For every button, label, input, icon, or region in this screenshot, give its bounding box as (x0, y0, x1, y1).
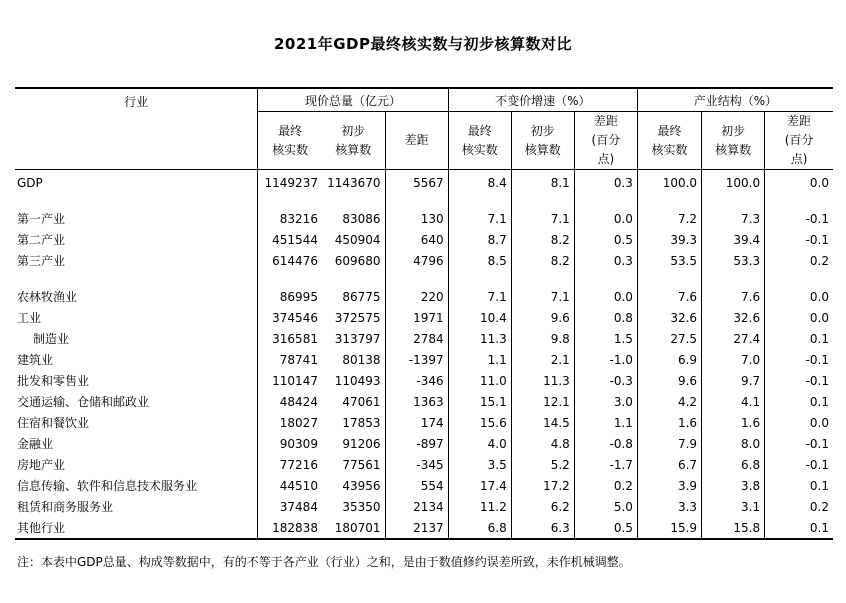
cell-final-growth: 1.1 (448, 349, 511, 370)
cell-final-total: 90309 (258, 433, 322, 454)
table-row (15, 412, 833, 433)
cell-final-growth: 10.4 (448, 307, 511, 328)
cell-final-total: 77216 (258, 454, 322, 475)
cell-final-structure: 32.6 (637, 307, 701, 328)
cell-final-structure: 6.9 (637, 349, 701, 370)
cell-prelim-growth: 7.1 (511, 208, 574, 229)
cell-diff-growth: 0.3 (574, 170, 637, 194)
cell-diff-growth: -0.8 (574, 433, 637, 454)
cell-prelim-structure: 3.8 (702, 475, 765, 496)
spacer-row (15, 271, 833, 286)
cell-prelim-total: 35350 (342, 499, 381, 514)
cell-diff-structure: 0.0 (765, 286, 833, 307)
page-title: 2021年GDP最终核实数与初步核算数对比 (273, 35, 572, 53)
cell-diff-total: 554 (385, 475, 448, 496)
cell-diff-total: -346 (385, 370, 448, 391)
cell-final-total: 78741 (258, 349, 322, 370)
nominal-total-header: 现价总量（亿元） (258, 88, 448, 112)
cell-diff-structure: -0.1 (765, 208, 833, 229)
cell-diff-structure: -0.1 (765, 370, 833, 391)
industry-header: 行业 (15, 88, 258, 170)
col-prelim-growth: 初步 核算数 (511, 112, 574, 170)
cell-diff-total: 130 (385, 208, 448, 229)
cell-diff-total: 2134 (385, 496, 448, 517)
cell-prelim-growth: 6.2 (511, 496, 574, 517)
cell-final-total: 83216 (258, 208, 322, 229)
industry-structure-header: 产业结构（%） (637, 88, 833, 112)
cell-final-growth: 8.4 (448, 170, 511, 194)
cell-diff-structure: 0.0 (765, 412, 833, 433)
cell-prelim-growth: 2.1 (511, 349, 574, 370)
col-diff-growth: 差距 (百分 点) (574, 112, 637, 170)
table-row (15, 349, 833, 370)
cell-diff-structure: 0.1 (765, 517, 833, 539)
cell-final-structure: 7.6 (637, 286, 701, 307)
cell-diff-total: 220 (385, 286, 448, 307)
cell-diff-total: 5567 (385, 170, 448, 194)
cell-diff-structure: -0.1 (765, 433, 833, 454)
cell-final-total: 44510 (258, 475, 322, 496)
cell-prelim-growth: 17.2 (511, 475, 574, 496)
row-label: 第二产业 (17, 233, 66, 247)
constant-price-growth-header: 不变价增速（%） (448, 88, 637, 112)
cell-prelim-total: 80138 (342, 352, 381, 367)
cell-diff-growth: -0.3 (574, 370, 637, 391)
cell-prelim-growth: 4.8 (511, 433, 574, 454)
cell-final-structure: 15.9 (637, 517, 701, 539)
cell-final-growth: 6.8 (448, 517, 511, 539)
cell-final-growth: 8.5 (448, 250, 511, 271)
cell-diff-structure: 0.1 (765, 475, 833, 496)
cell-final-structure: 7.9 (637, 433, 701, 454)
cell-diff-total: -345 (385, 454, 448, 475)
cell-prelim-structure: 53.3 (702, 250, 765, 271)
col-diff-total: 差距 (385, 112, 448, 170)
cell-prelim-total: 91206 (342, 436, 381, 451)
row-label: 建筑业 (17, 353, 54, 367)
cell-prelim-total: 110493 (334, 373, 381, 388)
cell-final-structure: 4.2 (637, 391, 701, 412)
cell-prelim-total: 180701 (322, 517, 385, 539)
cell-diff-growth: 1.1 (574, 412, 637, 433)
cell-prelim-total: 372575 (334, 310, 381, 325)
cell-prelim-structure: 6.8 (702, 454, 765, 475)
cell-diff-growth: 0.8 (574, 307, 637, 328)
cell-diff-structure: -0.1 (765, 349, 833, 370)
cell-prelim-growth: 8.2 (511, 229, 574, 250)
cell-diff-total: 2784 (385, 328, 448, 349)
row-label: 其他行业 (15, 517, 258, 539)
cell-final-structure: 9.6 (637, 370, 701, 391)
table-row (15, 170, 833, 194)
table-row (15, 475, 833, 496)
cell-final-total: 451544 (258, 229, 322, 250)
cell-final-structure: 39.3 (637, 229, 701, 250)
row-label: 农林牧渔业 (17, 290, 78, 304)
cell-diff-structure: 0.1 (765, 391, 833, 412)
row-label: 第三产业 (17, 254, 66, 268)
gdp-comparison-table (15, 87, 833, 540)
cell-prelim-growth: 12.1 (511, 391, 574, 412)
cell-final-growth: 3.5 (448, 454, 511, 475)
cell-diff-growth: 0.3 (574, 250, 637, 271)
cell-diff-structure: 0.0 (765, 307, 833, 328)
col-final-structure: 最终 核实数 (637, 112, 701, 170)
cell-prelim-growth: 7.1 (511, 286, 574, 307)
cell-diff-total: 4796 (385, 250, 448, 271)
cell-prelim-total: 86775 (342, 289, 381, 304)
cell-final-total: 316581 (258, 328, 322, 349)
cell-prelim-total: 1143670 (327, 175, 381, 190)
cell-diff-structure: -0.1 (765, 454, 833, 475)
cell-final-total: 110147 (258, 370, 322, 391)
cell-diff-growth: 3.0 (574, 391, 637, 412)
cell-prelim-growth: 6.3 (511, 517, 574, 539)
cell-prelim-structure: 27.4 (702, 328, 765, 349)
cell-diff-growth: 1.5 (574, 328, 637, 349)
cell-final-total: 1149237 (258, 170, 322, 194)
cell-prelim-total: 609680 (334, 253, 381, 268)
cell-prelim-total: 17853 (342, 415, 381, 430)
table-row (15, 454, 833, 475)
cell-prelim-total: 47061 (342, 394, 381, 409)
col-prelim-total: 初步 核算数 (322, 112, 385, 170)
cell-prelim-growth: 8.2 (511, 250, 574, 271)
col-prelim-structure: 初步 核算数 (702, 112, 765, 170)
cell-diff-structure: 0.2 (765, 496, 833, 517)
cell-prelim-structure: 100.0 (702, 170, 765, 194)
table-row (15, 286, 833, 307)
table-row (15, 328, 833, 349)
cell-final-structure: 3.3 (637, 496, 701, 517)
row-label: 工业 (17, 311, 42, 325)
table-row (15, 208, 833, 229)
cell-diff-structure: 0.0 (765, 170, 833, 194)
col-final-total: 最终 核实数 (258, 112, 322, 170)
cell-final-growth: 8.7 (448, 229, 511, 250)
footnote: 注：本表中GDP总量、构成等数据中，有的不等于各产业（行业）之和，是由于数值修约误差所致，未作机械调整。 (17, 555, 631, 569)
cell-diff-total: 640 (385, 229, 448, 250)
table-row (15, 496, 833, 517)
spacer-row (15, 193, 833, 208)
cell-diff-total: -897 (385, 433, 448, 454)
cell-prelim-structure: 7.0 (702, 349, 765, 370)
cell-prelim-structure: 8.0 (702, 433, 765, 454)
cell-prelim-total: 313797 (334, 331, 381, 346)
row-label: 房地产业 (17, 458, 66, 472)
cell-prelim-structure: 4.1 (702, 391, 765, 412)
cell-diff-growth: -1.7 (574, 454, 637, 475)
cell-final-structure: 3.9 (637, 475, 701, 496)
cell-prelim-structure: 1.6 (702, 412, 765, 433)
cell-diff-growth: 0.2 (574, 475, 637, 496)
cell-prelim-growth: 9.6 (511, 307, 574, 328)
cell-final-total: 37484 (258, 496, 322, 517)
cell-prelim-total: 43956 (342, 478, 381, 493)
cell-final-growth: 15.1 (448, 391, 511, 412)
cell-final-total: 18027 (258, 412, 322, 433)
cell-final-growth: 7.1 (448, 286, 511, 307)
header-row-groups (15, 88, 833, 112)
row-label: 第一产业 (17, 212, 66, 226)
cell-final-growth: 11.0 (448, 370, 511, 391)
cell-final-growth: 11.2 (448, 496, 511, 517)
cell-prelim-growth: 8.1 (511, 170, 574, 194)
cell-final-total: 374546 (258, 307, 322, 328)
cell-final-total: 614476 (258, 250, 322, 271)
cell-final-growth: 17.4 (448, 475, 511, 496)
row-label: 住宿和餐饮业 (17, 416, 90, 430)
row-label: 租赁和商务服务业 (17, 500, 114, 514)
cell-final-total: 48424 (258, 391, 322, 412)
row-label: 金融业 (17, 437, 54, 451)
cell-diff-growth: 0.0 (574, 286, 637, 307)
cell-diff-structure: -0.1 (765, 229, 833, 250)
cell-final-growth: 4.0 (448, 433, 511, 454)
row-label: GDP (17, 175, 43, 190)
col-diff-structure: 差距 (百分 点) (765, 112, 833, 170)
cell-diff-growth: 0.0 (574, 208, 637, 229)
table-row (15, 250, 833, 271)
cell-final-structure: 100.0 (637, 170, 701, 194)
cell-diff-total: 1363 (385, 391, 448, 412)
cell-diff-growth: -1.0 (574, 349, 637, 370)
row-label: 批发和零售业 (17, 374, 90, 388)
cell-prelim-structure: 7.3 (702, 208, 765, 229)
cell-final-structure: 53.5 (637, 250, 701, 271)
col-final-growth: 最终 核实数 (448, 112, 511, 170)
cell-diff-total: 1971 (385, 307, 448, 328)
table-row (15, 517, 833, 539)
cell-prelim-total: 83086 (342, 211, 381, 226)
cell-prelim-growth: 11.3 (511, 370, 574, 391)
cell-diff-total: 2137 (385, 517, 448, 539)
cell-prelim-structure: 3.1 (702, 496, 765, 517)
cell-prelim-structure: 15.8 (702, 517, 765, 539)
cell-prelim-growth: 5.2 (511, 454, 574, 475)
cell-final-growth: 7.1 (448, 208, 511, 229)
cell-final-growth: 15.6 (448, 412, 511, 433)
cell-diff-growth: 0.5 (574, 229, 637, 250)
table-row (15, 370, 833, 391)
cell-final-structure: 6.7 (637, 454, 701, 475)
cell-prelim-structure: 7.6 (702, 286, 765, 307)
cell-final-total: 182838 (258, 517, 322, 539)
cell-prelim-total: 450904 (334, 232, 381, 247)
cell-diff-structure: 0.1 (765, 328, 833, 349)
cell-diff-structure: 0.2 (765, 250, 833, 271)
table-row (15, 229, 833, 250)
cell-prelim-structure: 32.6 (702, 307, 765, 328)
cell-prelim-structure: 39.4 (702, 229, 765, 250)
cell-prelim-total: 77561 (342, 457, 381, 472)
table-row (15, 433, 833, 454)
cell-diff-growth: 5.0 (574, 496, 637, 517)
cell-diff-total: -1397 (385, 349, 448, 370)
cell-final-structure: 27.5 (637, 328, 701, 349)
cell-prelim-growth: 9.8 (511, 328, 574, 349)
row-label: 信息传输、软件和信息技术服务业 (17, 479, 198, 493)
cell-final-total: 86995 (258, 286, 322, 307)
cell-final-structure: 7.2 (637, 208, 701, 229)
row-label: 制造业 (33, 332, 70, 346)
cell-diff-total: 174 (385, 412, 448, 433)
cell-final-structure: 1.6 (637, 412, 701, 433)
table-row (15, 307, 833, 328)
cell-prelim-growth: 14.5 (511, 412, 574, 433)
row-label: 交通运输、仓储和邮政业 (17, 395, 150, 409)
cell-diff-growth: 0.5 (574, 517, 637, 539)
cell-prelim-structure: 9.7 (702, 370, 765, 391)
cell-final-growth: 11.3 (448, 328, 511, 349)
table-row (15, 391, 833, 412)
